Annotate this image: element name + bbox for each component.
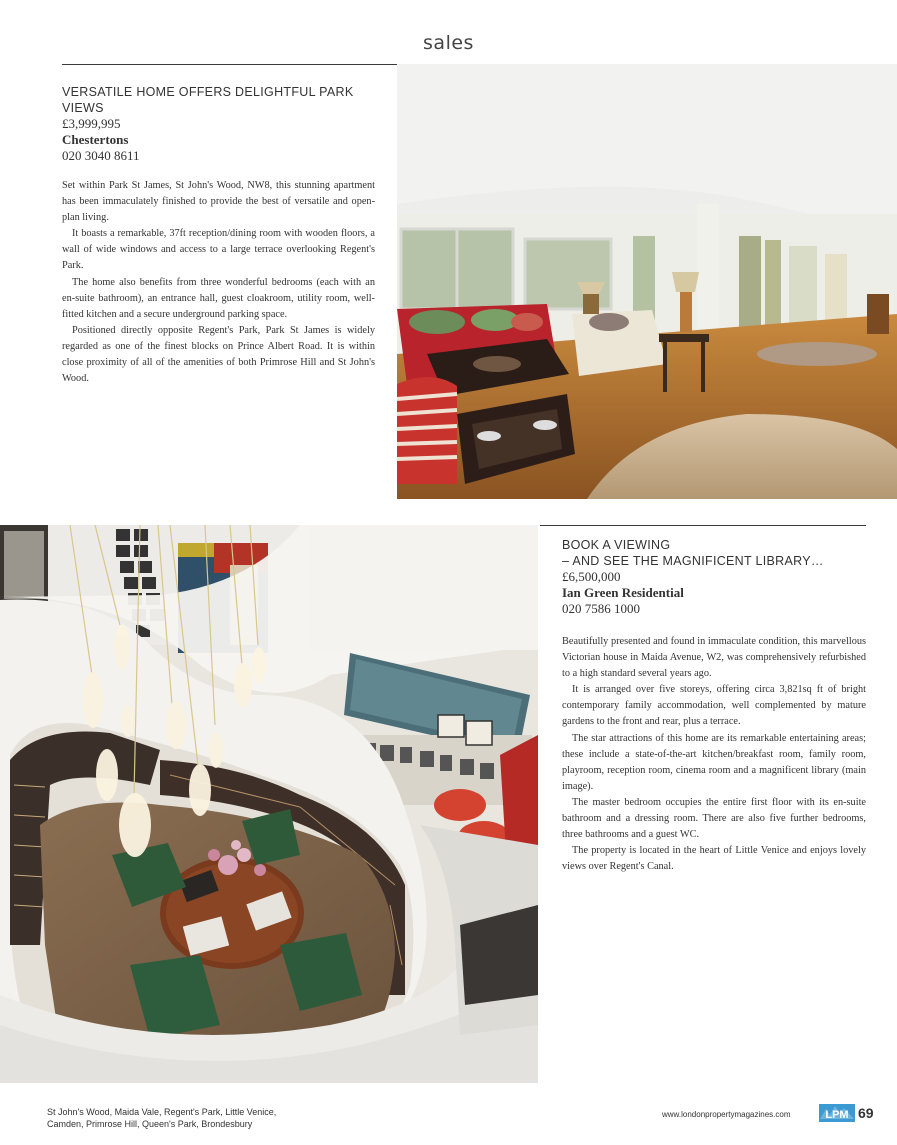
paragraph: Set within Park St James, St John's Wood, NW8, this stunning apartment has been immaculately finished to provide the best of versatile and open-plan living. — [62, 180, 375, 224]
paragraph: Positioned directly opposite Regent's Park, Park St James is widely regarded as one of the finest blocks on Prince Albert Road. It is within close proximity of all of the amenities of both Primrose Hill and St John's Wood. — [62, 324, 375, 385]
listing-headline: VERSATILE HOME OFFERS DELIGHTFUL PARK VIEWS — [62, 85, 354, 115]
listing-versatile-home — [62, 84, 375, 387]
paragraph: The home also benefits from three wonderful bedrooms (each with an en-suite bathroom), an entrance hall, guest cloakroom, utility room, well-fitted kitchen and a secure underground parking space. — [62, 276, 375, 320]
listing-agent: Chestertons — [62, 132, 129, 147]
footer-areas — [47, 1106, 276, 1130]
listing-agent: Ian Green Residential — [562, 585, 684, 600]
living-room-photo — [397, 64, 897, 499]
section-title: sales — [423, 32, 474, 54]
listing-price: £3,999,995 — [62, 116, 121, 131]
page-number: 69 — [858, 1105, 874, 1121]
library-photo — [0, 525, 538, 1083]
paragraph: It is arranged over five storeys, offering circa 3,821sq ft of bright contemporary family accommodation, well complemented by mature gardens to the front and rear, plus a terrace. — [562, 684, 866, 728]
listing-headline-line2: – AND SEE THE MAGNIFICENT LIBRARY… — [562, 554, 824, 568]
logo-text: LPM — [825, 1109, 849, 1121]
paragraph: It boasts a remarkable, 37ft reception/dining room with wooden floors, a wall of wide windows and access to a large terrace overlooking Regent's Park. — [62, 228, 375, 272]
lpm-logo-icon — [818, 1103, 856, 1123]
listing-price: £6,500,000 — [562, 569, 621, 584]
footer-areas-line: St John's Wood, Maida Vale, Regent's Park, Little Venice, — [47, 1107, 277, 1117]
listing-description — [62, 178, 375, 387]
listing-victorian-house — [562, 537, 866, 875]
listing-phone: 020 3040 8611 — [62, 148, 140, 163]
listing-headline-line1: BOOK A VIEWING — [562, 538, 671, 552]
listing-description — [562, 634, 866, 875]
footer-areas-line: Camden, Primrose Hill, Queen's Park, Brondesbury — [47, 1119, 253, 1129]
listing2-rule — [540, 525, 866, 526]
paragraph: The master bedroom occupies the entire first floor with its en-suite bathroom and a dressing room. There are also five further bedrooms, three bathrooms and a guest WC. — [562, 796, 866, 841]
paragraph: The star attractions of this home are its remarkable entertaining areas; these include a state-of-the-art kitchen/breakfast room, family room, playroom, reception room, cinema room and a magnificent library (main image). — [562, 732, 866, 792]
listing-phone: 020 7586 1000 — [562, 601, 640, 616]
paragraph: The property is located in the heart of Little Venice and enjoys lovely views over Regent's Canal. — [562, 845, 866, 873]
header-rule — [62, 64, 397, 65]
paragraph: Beautifully presented and found in immaculate condition, this marvellous Victorian house in Maida Avenue, W2, was comprehensively refurbished to a high standard several years ago. — [562, 636, 866, 680]
footer-url-link[interactable]: www.londonpropertymagazines.com — [662, 1110, 791, 1119]
